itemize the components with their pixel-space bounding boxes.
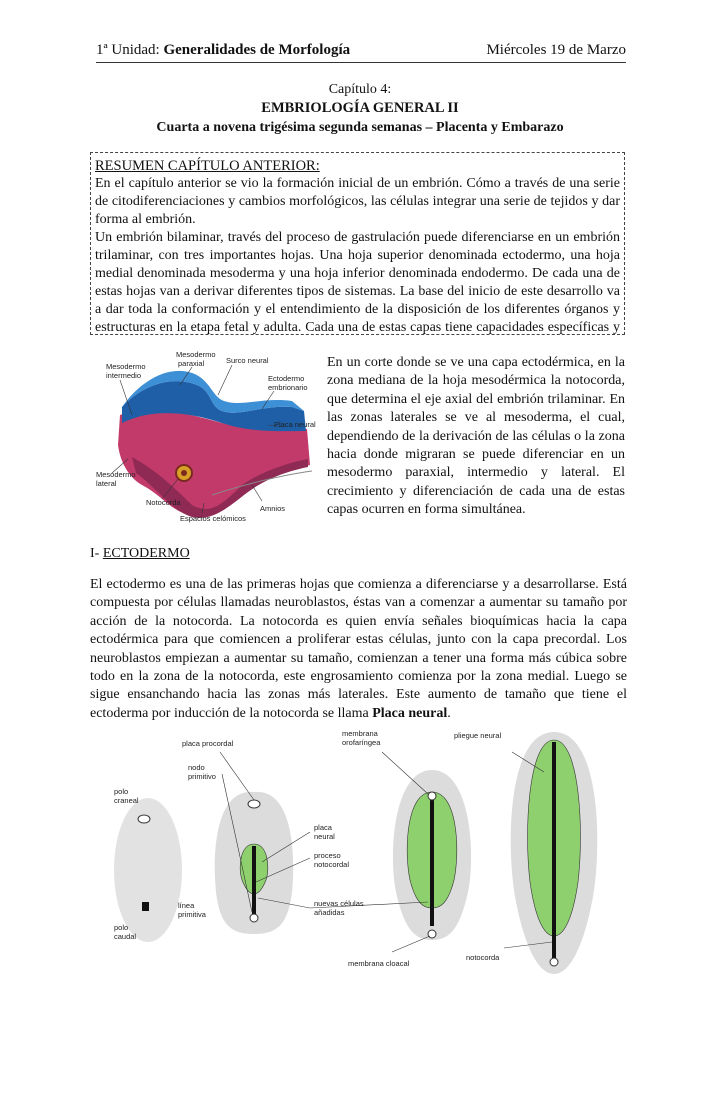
label-notocorda-2: notocorda: [466, 953, 500, 962]
stage3-cloacal: [428, 930, 436, 938]
stage3-oropharyngeal: [428, 792, 436, 800]
label-ectodermo-2: embrionario: [268, 383, 308, 392]
summary-heading: RESUMEN CAPÍTULO ANTERIOR:: [95, 158, 320, 174]
stage2-notochord: [252, 846, 256, 916]
label-linea-1: línea: [178, 901, 195, 910]
summary-paragraph-2: Un embrión bilaminar, través del proceso de gastrulación puede diferenciarse en un embrión trilaminar, con tres importantes hojas. Una hoja superior denominada ectodermo, una hoja medial denominada mesoderma y una hoja inferior denominada endodermo. De cada una de estas hojas van a derivar diferentes tipos de sistemas. La base del inicio de este desarrollo va a dar toda la conformación y el entendimiento de la disposición de los diferentes órganos y estructuras en la etapa fetal y adulta. Cada una de estas capas tiene capacidades específicas y: [95, 230, 620, 335]
label-nodo-1: nodo: [188, 763, 205, 772]
label-mesodermo-intermedio-1: Mesodermo: [106, 362, 146, 371]
chapter-label: Capítulo 4:: [328, 82, 392, 97]
bold-term: Placa neural: [372, 705, 448, 721]
label-membrana-cloacal: membrana cloacal: [348, 959, 410, 968]
label-proceso-2: notocordal: [314, 860, 350, 869]
header-unit: 1ª Unidad: Generalidades de Morfología: [96, 42, 351, 58]
label-mesodermo-paraxial-2: paraxial: [178, 359, 205, 368]
summary-box: [90, 152, 625, 335]
label-espacios-celomicos: Espacios celómicos: [180, 514, 246, 523]
trilaminar-embryo-figure: [92, 345, 320, 527]
chapter-title: EMBRIOLOGÍA GENERAL II: [261, 100, 459, 116]
label-proceso-1: proceso: [314, 851, 341, 860]
section-body: El ectodermo es una de las primeras hojas que comienza a diferenciarse y a desarrollarse. Está compuesta por células llamadas neuroblastos, éstas van a comenzar a aumentar su tamaño por acción de la notocorda. La notocorda es quien envía señales bioquímicas hacia la capa ectodérmica para que comiencen a proliferar estas células, junto con la capa precordal. Los neuroblastos empiezan a aumentar su tamaño, comienzan a tener una forma más cúbica sobre todo en la zona de la notocorda, este engrosamiento comienza por la zona medial. Luego se sigue ensanchando hacia las zonas más laterales. Este aumento de tamaño que tiene el ectoderma por inducción de la notocorda se llama Placa neural.: [90, 577, 627, 721]
section-heading: I- ECTODERMO: [90, 546, 190, 561]
stage1-cranial-pole: [138, 815, 150, 823]
label-placa-procordal: placa procordal: [182, 739, 234, 748]
label-ectodermo-1: Ectodermo: [268, 374, 305, 383]
label-mesodermo-lateral-1: Mesodermo: [96, 470, 136, 479]
label-polo-caudal-2: caudal: [114, 932, 137, 941]
stage3-notochord: [430, 796, 434, 926]
label-placa-neural-2: neural: [314, 832, 335, 841]
label-nodo-2: primitivo: [188, 772, 216, 781]
label-notocorda: Notocorda: [146, 498, 181, 507]
label-membrana-orof-1: membrana: [342, 729, 378, 738]
label-polo-craneal-1: polo: [114, 787, 129, 796]
label-mesodermo-intermedio-2: intermedio: [106, 371, 142, 380]
label-polo-craneal-2: craneal: [114, 796, 139, 805]
page-header: [96, 40, 626, 63]
notochord-core: [181, 470, 187, 476]
label-placa-neural: Placa neural: [274, 420, 316, 429]
chapter-subtitle: Cuarta a novena trigésima segunda semanas – Placenta y Embarazo: [156, 120, 564, 135]
label-polo-caudal-1: polo: [114, 923, 129, 932]
label-nuevas-2: añadidas: [314, 908, 345, 917]
label-amnios: Amnios: [260, 504, 286, 513]
section-title: ECTODERMO: [102, 546, 190, 561]
label-nuevas-1: nuevas células: [314, 899, 364, 908]
summary-paragraph-1: En el capítulo anterior se vio la formación inicial de un embrión. Cómo a través de una serie de citodiferenciaciones y cambios morfológicos, las células integrar una serie de tejidos y dar forma al embrión.: [95, 176, 620, 227]
label-membrana-orof-2: orofaríngea: [342, 738, 381, 747]
figure1-description: En un corte donde se ve una capa ectodérmica, en la zona mediana de la hoja mesodérmica la notocorda, que determina el eje axial del embrión trilaminar. En las zonas laterales se ve al mesoderma, el cual, dependiendo de la derivación de las células o la zona hacia donde migraran se puede diferenciar en un mesodermo paraxial, intermedio y lateral. El crecimiento y diferenciación de cada una de estas capas ocurren en forma simultánea.: [327, 355, 625, 518]
header-date: Miércoles 19 de Marzo: [486, 42, 626, 58]
label-surco-neural: Surco neural: [226, 356, 269, 365]
label-placa-neural-1: placa: [314, 823, 332, 832]
label-pliegue-neural: pliegue neural: [454, 731, 502, 740]
neural-plate-stages-figure: [92, 712, 632, 1002]
stage4-notochord: [552, 742, 556, 960]
stage1-primitive-line: [142, 902, 149, 911]
label-mesodermo-paraxial-1: Mesodermo: [176, 350, 216, 359]
stage2-prochordal-plate: [248, 800, 260, 808]
label-mesodermo-lateral-2: lateral: [96, 479, 117, 488]
label-linea-2: primitiva: [178, 910, 206, 919]
stage2-node: [250, 914, 258, 922]
stage4-cloacal: [550, 958, 558, 966]
